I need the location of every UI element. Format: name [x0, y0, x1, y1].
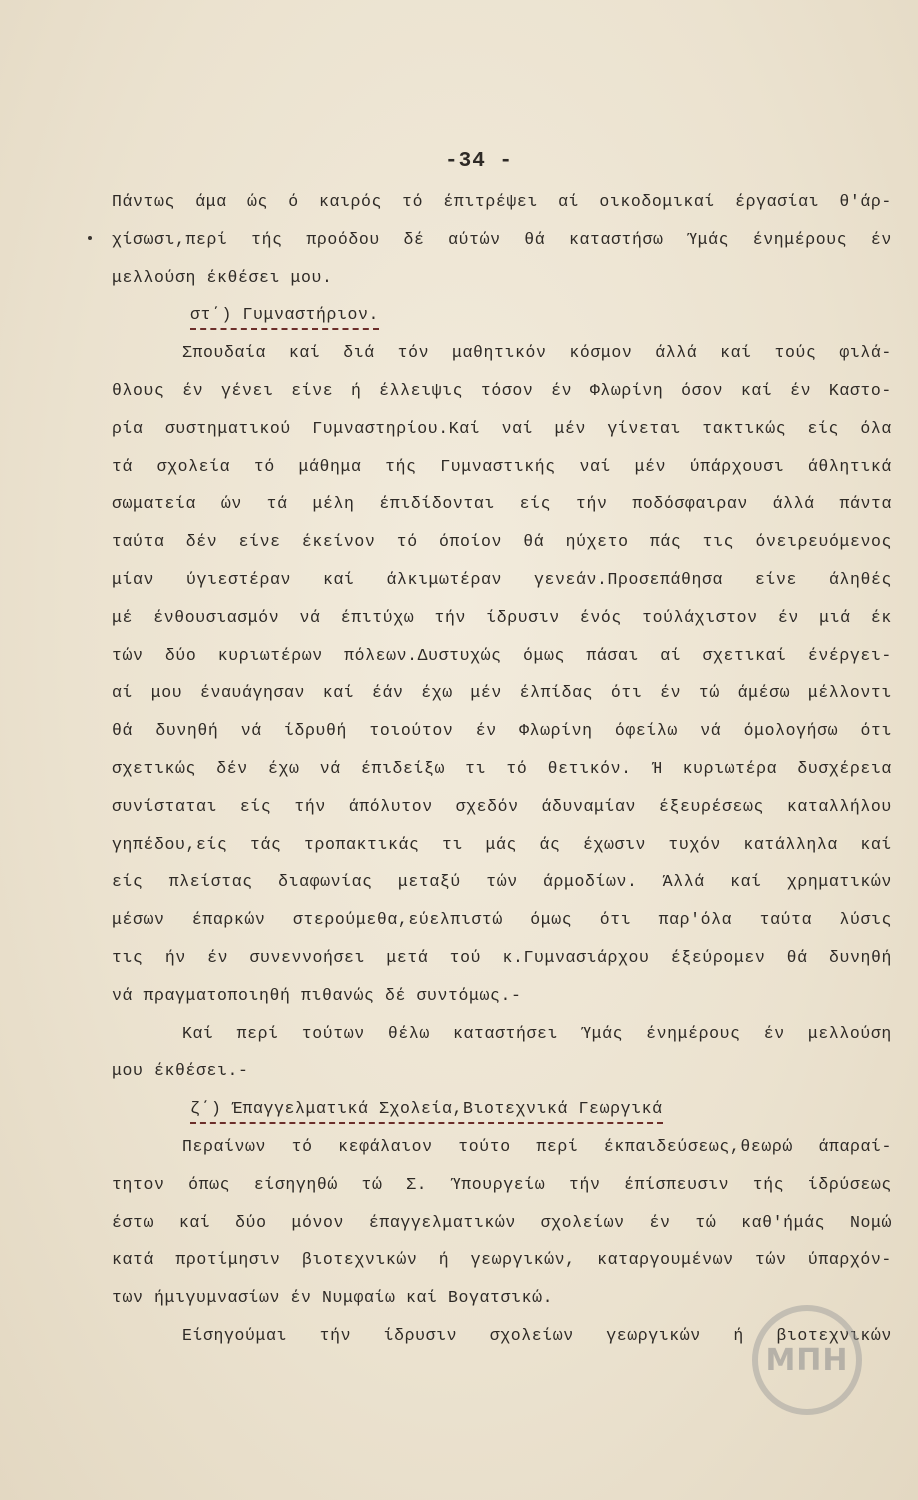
text-line: Σπουδαία καί διά τόν μαθητικόν κόσμον άλλά καί τούς φιλά- — [182, 343, 892, 363]
text-line: θά δυνηθή νά ίδρυθή τοιούτον έν Φλωρίνη όφείλω νά όμολογήσω ότι — [112, 721, 892, 741]
text-line: αί μου έναυάγησαν καί έάν έχω μέν έλπίδας ότι έν τώ άμέσω μέλλοντι — [112, 683, 892, 703]
text-line: κατά προτίμησιν βιοτεχνικών ή γεωργικών, καταργουμένων τών ύπαρχόν- — [112, 1250, 892, 1270]
section-heading-text: ζ΄) Έπαγγελματικά Σχολεία,Βιοτεχνικά Γεωργικά — [190, 1098, 663, 1124]
text-line: Καί περί τούτων θέλω καταστήσει Ύμάς ένημέρους έν μελλούση — [182, 1023, 892, 1043]
text-line: είς πλείστας διαφωνίας μεταξύ τών άρμοδίων. Άλλά καί χρηματικών — [112, 872, 892, 892]
text-line: τά σχολεία τό μάθημα τής Γυμναστικής ναί μέν ύπάρχουσι άθλητικά — [112, 456, 892, 476]
text-line: ρία συστηματικού Γυμναστηρίου.Καί ναί μέν γίνεται τακτικώς είς όλα — [112, 418, 892, 438]
archive-stamp: ΜΠΗ — [752, 1305, 862, 1415]
margin-mark — [88, 236, 92, 240]
text-line: γηπέδου,είς τάς τροπακτικάς τι μάς άς έχωσιν τυχόν κατάλληλα καί — [112, 834, 892, 854]
section-heading — [112, 1090, 892, 1128]
text-line: Είσηγούμαι τήν ίδρυσιν σχολείων γεωργικών ή βιοτεχνικών — [182, 1325, 892, 1345]
text-line: των ήμιγυμνασίων έν Νυμφαίω καί Βογατσικώ. — [112, 1288, 554, 1308]
text-line: μελλούση έκθέσει μου. — [112, 267, 333, 287]
text-line: χίσωσι,περί τής προόδου δέ αύτών θά καταστήσω Ύμάς ένημέρους έν — [112, 229, 892, 249]
text-line: Πάντως άμα ώς ό καιρός τό έπιτρέψει αί οικοδομικαί έργασίαι θ'άρ- — [112, 192, 892, 211]
page-number: -34 - — [444, 150, 513, 173]
section-heading-text: στ΄) Γυμναστήριον. — [190, 304, 379, 330]
section-heading — [112, 296, 892, 334]
text-line: τών δύο κυριωτέρων πόλεων.Δυστυχώς όμως πάσαι αί σχετικαί ένέργει- — [112, 645, 892, 665]
body-text — [112, 183, 892, 1355]
text-line: Περαίνων τό κεφάλαιον τούτο περί έκπαιδεύσεως,θεωρώ άπαραί- — [182, 1136, 892, 1156]
text-line: τητον όπως είσηγηθώ τώ Σ. Ύπουργείω τήν έπίσπευσιν τής ίδρύσεως — [112, 1174, 892, 1194]
text-line: σχετικώς δέν έχω νά έπιδείξω τι τό θετικόν. Ή κυριωτέρα δυσχέρεια — [112, 758, 892, 778]
text-line: συνίσταται είς τήν άπόλυτον σχεδόν άδυναμίαν έξευρέσεως καταλλήλου — [112, 796, 892, 816]
text-line: τις ήν έν συνεννοήσει μετά τού κ.Γυμνασιάρχου έξεύρομεν θά δυνηθή — [112, 947, 892, 967]
text-line: έστω καί δύο μόνον έπαγγελματικών σχολείων έν τώ καθ'ήμάς Νομώ — [112, 1212, 892, 1232]
text-line: μέσων έπαρκών στερούμεθα,εύελπιστώ όμως ότι παρ'όλα ταύτα λύσις — [112, 910, 892, 930]
text-line: θλους έν γένει είνε ή έλλειψις τόσον έν Φλωρίνη όσον καί έν Καστο- — [112, 380, 892, 400]
text-line: μου έκθέσει.- — [112, 1061, 249, 1081]
text-line: ταύτα δέν είνε έκείνον τό όποίον θά ηύχετο πάς τις όνειρευόμενος — [112, 532, 892, 552]
text-line: νά πραγματοποιηθή πιθανώς δέ συντόμως.- — [112, 985, 522, 1005]
text-line: μίαν ύγιεστέραν καί άλκιμωτέραν γενεάν.Προσεπάθησα είνε άληθές — [112, 569, 892, 589]
text-line: μέ ένθουσιασμόν νά έπιτύχω τήν ίδρυσιν ένός τούλάχιστον έν μιά έκ — [112, 607, 892, 627]
text-line: σωματεία ών τά μέλη έπιδίδονται είς τήν ποδόσφαιραν άλλά πάντα — [112, 494, 892, 514]
